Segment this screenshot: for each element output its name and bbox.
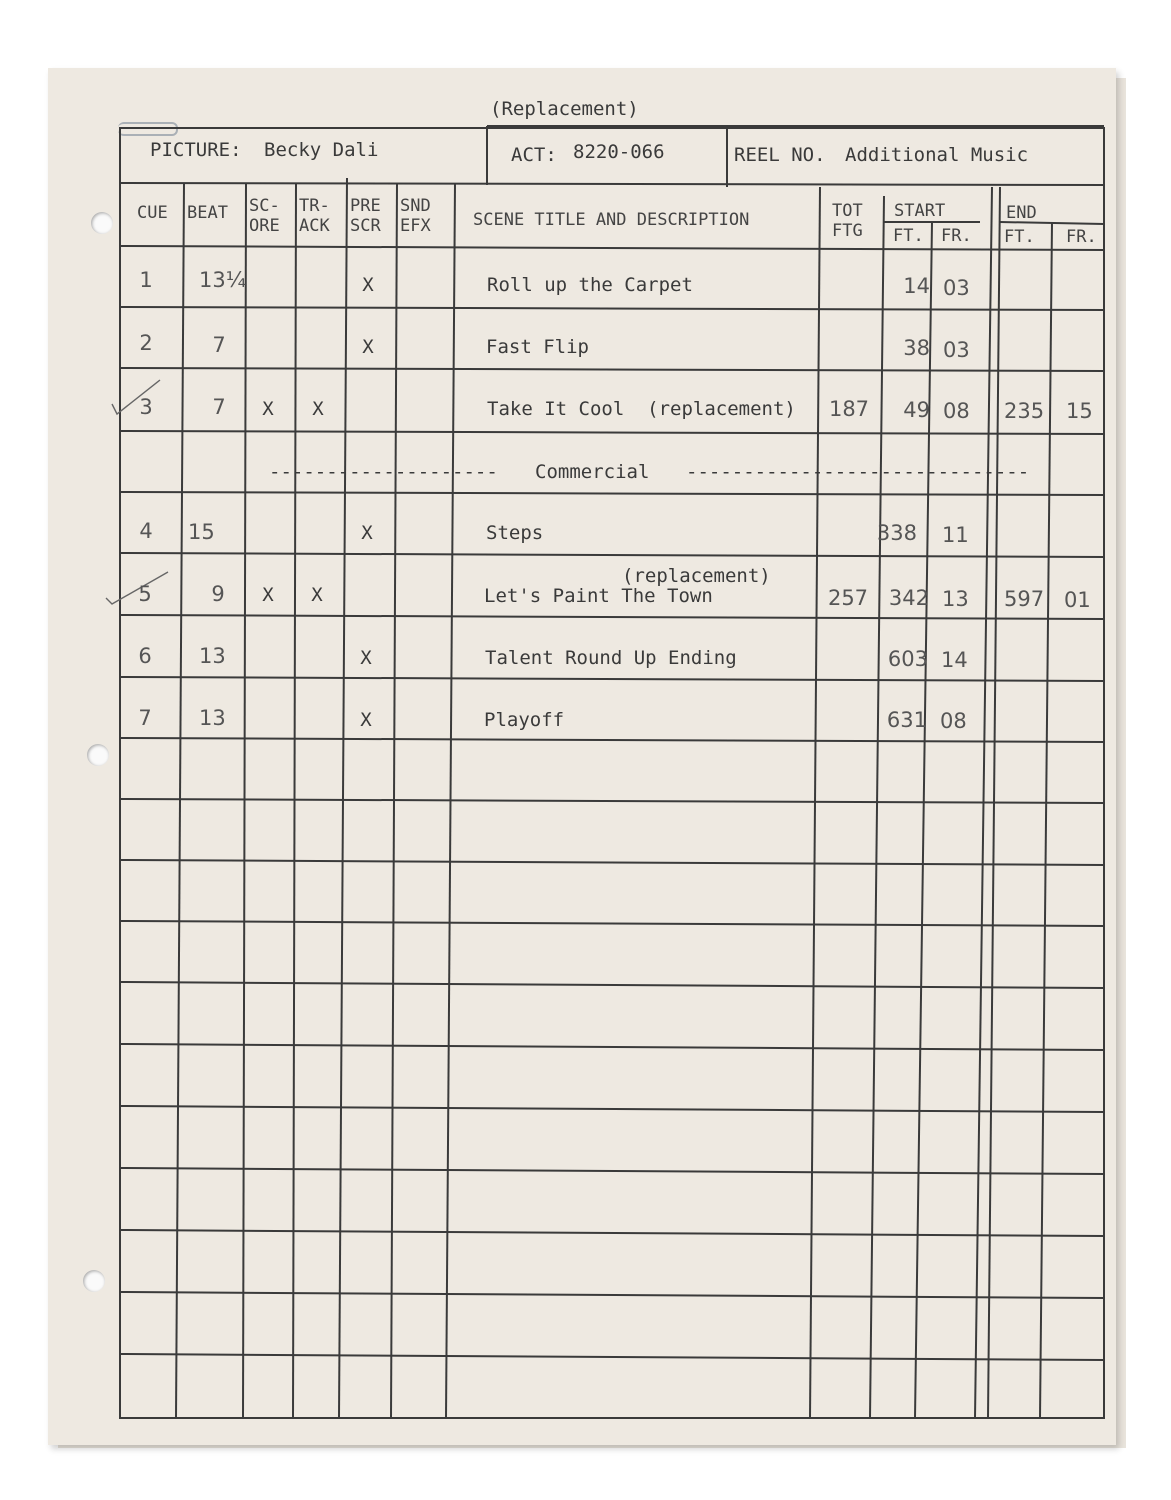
reel-value: Additional Music [845,144,1029,166]
table-row-3-scene: Take It Cool (replacement) [487,398,796,420]
col-totftg-2: FTG [832,221,863,241]
table-row-5-beat: 9 [211,582,225,606]
table-row-5-totftg: 257 [827,586,869,610]
table-row-5-end-fr: 01 [1064,588,1091,612]
table-row-2-start-ft: 38 [903,336,930,360]
table-row-3-beat: 7 [212,395,226,419]
table-row-1-beat: 13¼ [199,268,247,292]
table-row-3-totftg: 187 [828,397,870,421]
table-row-3-start-ft: 49 [903,398,930,422]
table-row-6-cue: 6 [138,644,152,668]
col-start: START [894,201,946,221]
table-row-7-beat: 13 [199,706,226,730]
table-row-3-end-fr: 15 [1066,399,1093,423]
commercial-label: Commercial [535,461,650,483]
commercial-dashes-left: -------------------- [269,461,498,483]
table-row-3-cue: 3 [139,395,153,419]
col-cue: CUE [137,203,168,223]
table-row-6-scene: Talent Round Up Ending [485,647,737,669]
table-row-1-scene: Roll up the Carpet [487,274,693,296]
picture-value: Becky Dali [264,139,379,161]
col-prescr-1: PRE [350,196,381,216]
table-row-5-scene: Let's Paint The Town [484,585,713,607]
table-row-5-track: X [311,584,323,606]
table-row-3-start-fr: 08 [943,399,970,423]
table-row-2-beat: 7 [212,333,226,357]
col-sndefx-1: SND [400,196,431,216]
table-row-2-scene: Fast Flip [486,336,589,358]
table-row-7-start-ft: 631 [886,708,927,732]
replacement-note: (Replacement) [490,98,639,120]
table-row-6-beat: 13 [199,644,226,668]
table-row-4-prescr: X [361,522,373,544]
table-row-2-start-fr: 03 [943,338,970,362]
commercial-dashes-right: ------------------------------ [686,461,1030,483]
col-beat: BEAT [187,203,228,223]
col-prescr-2: SCR [350,216,381,236]
col-end: END [1006,203,1037,223]
picture-label: PICTURE: [150,139,242,161]
table-row-1-cue: 1 [139,268,153,292]
table-row-3-track: X [312,398,324,420]
table-row-6-prescr: X [360,647,372,669]
col-sndefx-2: EFX [400,216,431,236]
table-row-3-end-ft: 235 [1004,399,1045,423]
table-row-4-start-ft: 338 [876,521,917,545]
col-totftg-1: TOT [832,201,863,221]
col-score-2: ORE [249,216,280,236]
table-row-4-start-fr: 11 [942,523,969,547]
act-label: ACT: [511,144,557,166]
table-row-5-start-fr: 13 [942,587,969,611]
col-end-ft: FT. [1004,227,1035,247]
col-scene: SCENE TITLE AND DESCRIPTION [473,210,750,230]
table-row-5-end-ft: 597 [1004,587,1045,611]
table-row-7-scene: Playoff [484,709,565,731]
table-row-5-cue: 5 [138,582,152,606]
table-row-4-scene: Steps [486,522,544,544]
table-row-6-start-fr: 14 [941,648,968,672]
col-start-fr: FR. [941,226,972,246]
table-row-4-beat: 15 [188,520,215,544]
col-score-1: SC- [249,196,280,216]
col-end-fr: FR. [1066,227,1097,247]
table-row-1-start-fr: 03 [943,276,970,300]
table-row-4-cue: 4 [139,519,153,543]
reel-label: REEL NO. [734,144,826,166]
table-row-6-start-ft: 603 [887,647,928,671]
table-row-2-prescr: X [362,336,374,358]
table-row-7-start-fr: 08 [940,709,967,733]
table-row-7-cue: 7 [138,706,152,730]
table-row-2-cue: 2 [139,331,153,355]
table-row-5-score: X [262,584,274,606]
table-row-5-start-ft: 342 [888,586,929,610]
col-track-1: TR- [299,196,330,216]
table-row-3-score: X [262,398,274,420]
col-start-ft: FT. [893,226,924,246]
col-track-2: ACK [299,216,330,236]
table-row-1-start-ft: 14 [903,274,930,298]
table-row-1-prescr: X [362,274,374,296]
table-row-5-scene-note: (replacement) [622,565,771,587]
table-row-7-prescr: X [360,709,372,731]
act-value: 8220-066 [573,141,665,163]
